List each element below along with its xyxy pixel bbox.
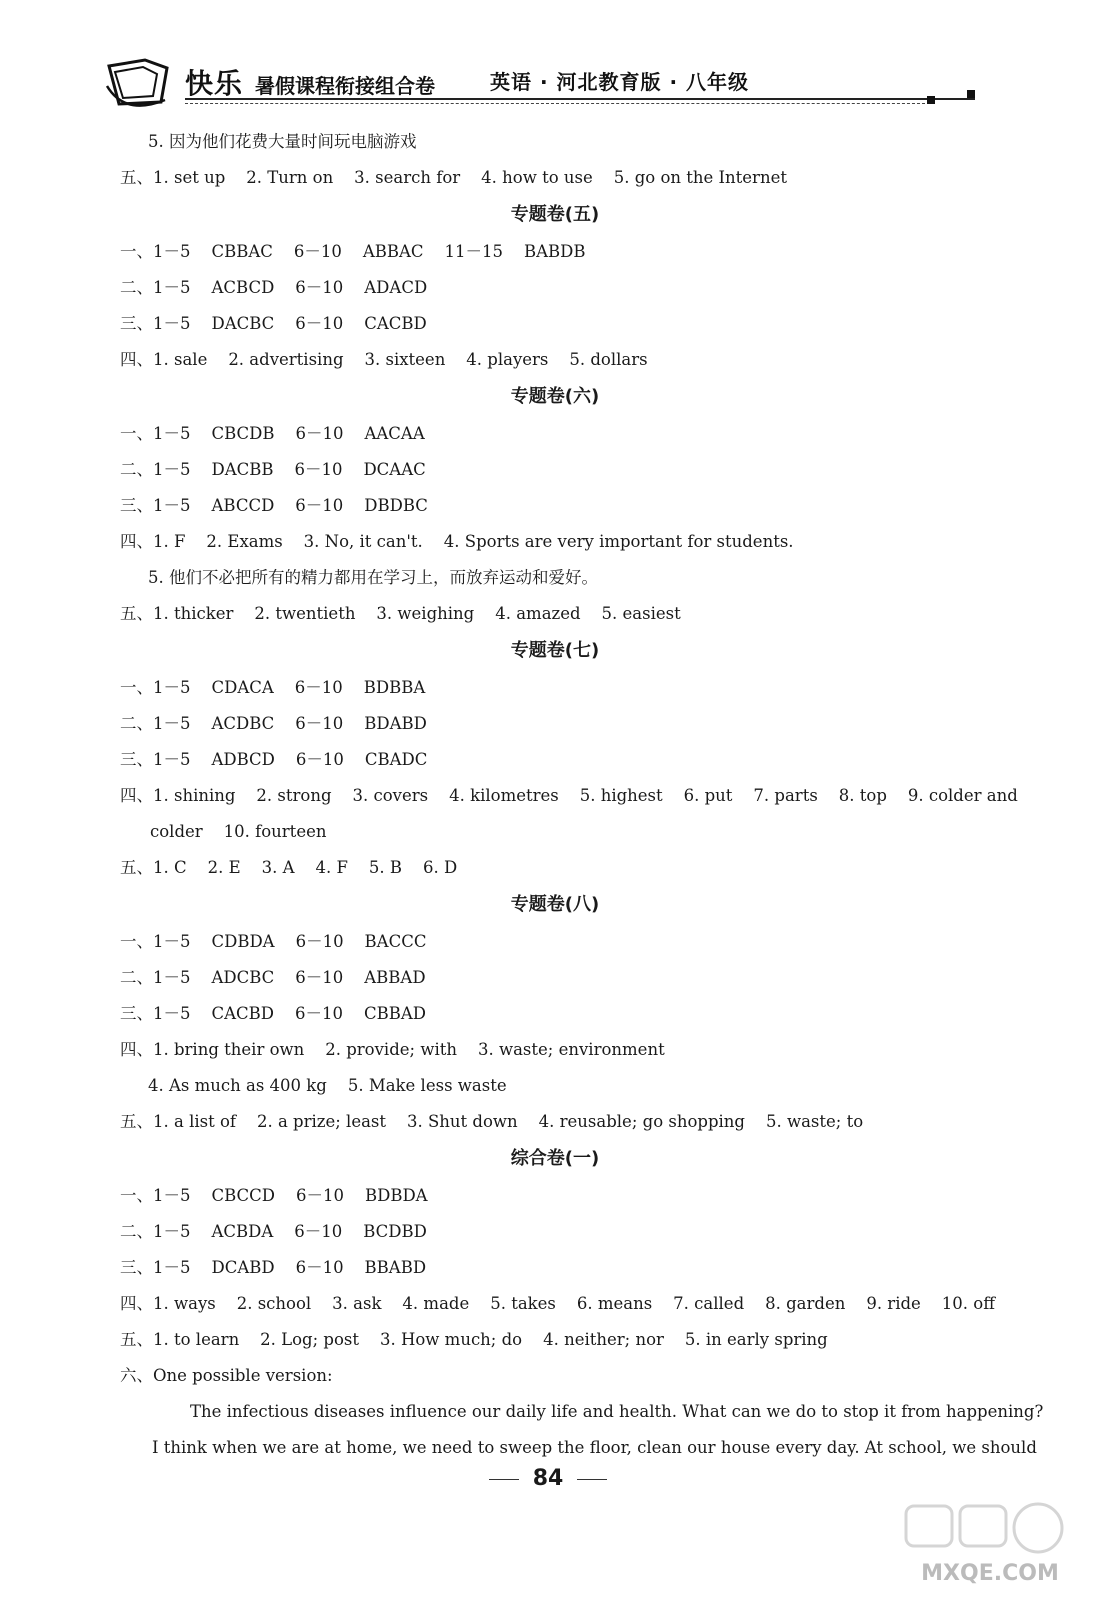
page-header xyxy=(105,50,985,110)
answer-line: 5. 因为他们花费大量时间玩电脑游戏 xyxy=(148,132,417,151)
answer-line: 四、1. F 2. Exams 3. No, it can't. 4. Sports are very important for students. xyxy=(120,532,794,551)
section-heading: 专题卷(七) xyxy=(510,640,600,661)
answer-line: 三、1－5 ADBCD 6－10 CBADC xyxy=(120,750,428,769)
header-rule-dashed xyxy=(185,103,925,104)
page-number: 84 xyxy=(532,1466,564,1491)
answer-line: 五、1. C 2. E 3. A 4. F 5. B 6. D xyxy=(120,858,458,877)
section-heading: 综合卷(一) xyxy=(510,1148,600,1169)
section-heading: 专题卷(八) xyxy=(510,894,600,915)
footer-dash xyxy=(489,1479,519,1480)
answer-line: The infectious diseases influence our daily life and health. What can we do to stop it from happening? xyxy=(190,1402,1044,1421)
rule-square-marker xyxy=(967,90,975,98)
answer-line: 5. 他们不必把所有的精力都用在学习上，而放弃运动和爱好。 xyxy=(148,568,598,587)
answer-line: 二、1－5 ADCBC 6－10 ABBAD xyxy=(120,968,426,987)
section-heading: 专题卷(五) xyxy=(510,204,600,225)
answer-line: 四、1. ways 2. school 3. ask 4. made 5. takes 6. means 7. called 8. garden 9. ride 10. off xyxy=(120,1294,995,1313)
page-footer xyxy=(0,1466,1096,1491)
answer-line: 二、1－5 DACBB 6－10 DCAAC xyxy=(120,460,426,479)
answer-line: 一、1－5 CDBDA 6－10 BACCC xyxy=(120,932,427,951)
answer-content xyxy=(120,124,1044,1466)
answer-line: I think when we are at home, we need to sweep the floor, clean our house every day. At school, we should xyxy=(152,1438,1037,1457)
answer-line: 一、1－5 CBCCD 6－10 BDBDA xyxy=(120,1186,428,1205)
answer-line: 一、1－5 CDACA 6－10 BDBBA xyxy=(120,678,426,697)
answer-line: 三、1－5 ABCCD 6－10 DBDBC xyxy=(120,496,428,515)
answer-line: 4. As much as 400 kg 5. Make less waste xyxy=(148,1076,507,1095)
answer-line: 二、1－5 ACBCD 6－10 ADACD xyxy=(120,278,428,297)
subject-title: 英语 · 河北教育版 · 八年级 xyxy=(490,70,750,94)
footer-dash xyxy=(577,1479,607,1480)
answer-line: colder 10. fourteen xyxy=(150,822,327,841)
answer-line: 四、1. sale 2. advertising 3. sixteen 4. players 5. dollars xyxy=(120,350,648,369)
section-heading: 专题卷(六) xyxy=(510,386,600,407)
answer-line: 四、1. shining 2. strong 3. covers 4. kilometres 5. highest 6. put 7. parts 8. top 9. colder and xyxy=(120,786,1018,805)
answer-line: 三、1－5 DCABD 6－10 BBABD xyxy=(120,1258,427,1277)
answer-line: 六、One possible version: xyxy=(120,1366,333,1385)
book-logo-icon xyxy=(105,56,175,108)
watermark-url: MXQE.COM xyxy=(921,1561,1059,1586)
answer-line: 二、1－5 ACBDA 6－10 BCDBD xyxy=(120,1222,427,1241)
brand-title: 快乐 xyxy=(185,67,244,100)
answer-line: 五、1. thicker 2. twentieth 3. weighing 4. amazed 5. easiest xyxy=(120,604,681,623)
answer-line: 五、1. a list of 2. a prize; least 3. Shut down 4. reusable; go shopping 5. waste; to xyxy=(120,1112,864,1131)
answer-line: 三、1－5 DACBC 6－10 CACBD xyxy=(120,314,427,333)
answer-line: 一、1－5 CBBAC 6－10 ABBAC 11－15 BABDB xyxy=(120,242,586,261)
answer-line: 三、1－5 CACBD 6－10 CBBAD xyxy=(120,1004,426,1023)
answer-line: 五、1. to learn 2. Log; post 3. How much; do 4. neither; nor 5. in early spring xyxy=(120,1330,828,1349)
header-rule xyxy=(185,98,975,100)
answer-line: 一、1－5 CBCDB 6－10 AACAA xyxy=(120,424,425,443)
answer-line: 五、1. set up 2. Turn on 3. search for 4. how to use 5. go on the Internet xyxy=(120,168,787,187)
answer-line: 四、1. bring their own 2. provide; with 3. waste; environment xyxy=(120,1040,665,1059)
answer-line: 二、1－5 ACDBC 6－10 BDABD xyxy=(120,714,427,733)
series-title: 暑假课程衔接组合卷 xyxy=(255,74,435,98)
watermark-logo xyxy=(900,1500,1080,1590)
rule-square-marker xyxy=(927,96,935,104)
